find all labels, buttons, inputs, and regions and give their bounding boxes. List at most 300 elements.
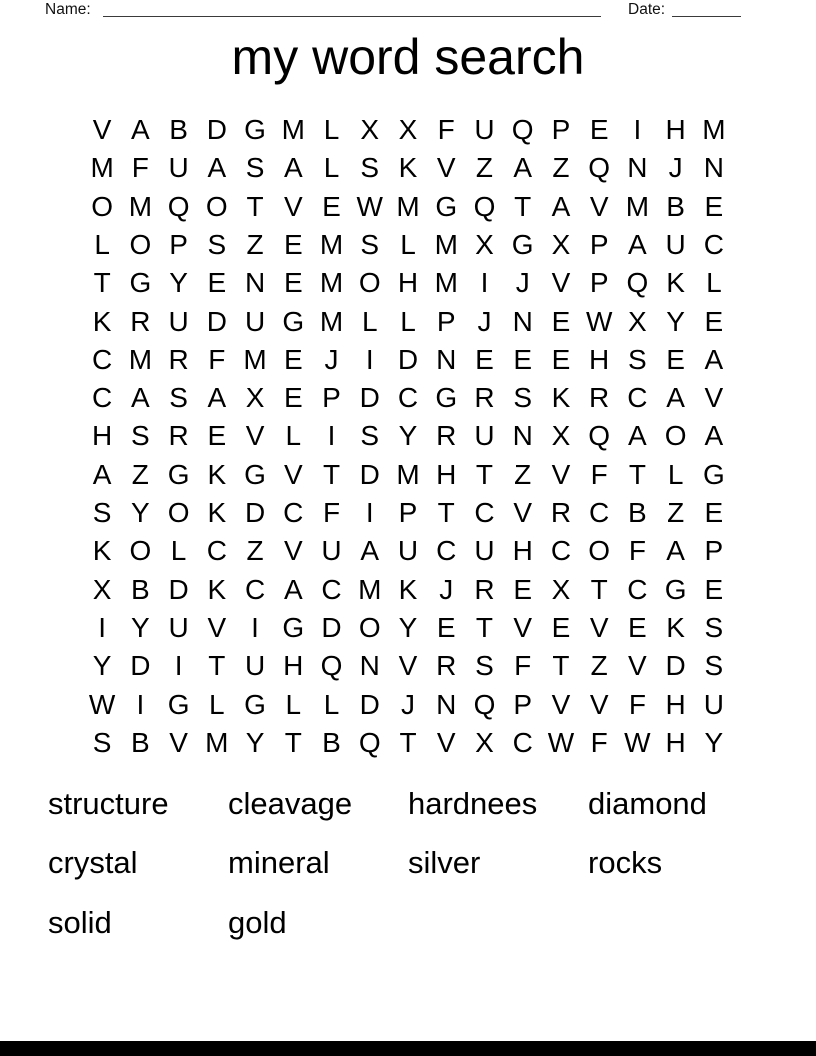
word-item-crystal: crystal — [48, 845, 138, 881]
grid-letter-r8-c6: E — [283, 382, 303, 414]
grid-letter-r11-c3: O — [167, 497, 190, 529]
grid-letter-r16-c11: Q — [473, 688, 496, 720]
grid-letter-r1-c5: G — [244, 114, 266, 146]
grid-letter-r16-c14: V — [589, 688, 609, 720]
grid-letter-r11-c14: C — [589, 497, 610, 529]
grid-letter-r3-c12: T — [514, 190, 532, 222]
grid-letter-r14-c3: U — [168, 611, 189, 643]
grid-letter-r11-c7: F — [322, 497, 341, 529]
grid-letter-r13-c8: M — [358, 573, 382, 605]
grid-letter-r6-c15: X — [628, 305, 647, 337]
grid-letter-r14-c6: G — [282, 611, 305, 643]
grid-letter-r11-c17: E — [704, 497, 724, 529]
grid-letter-r3-c1: O — [91, 190, 113, 222]
grid-letter-r1-c17: M — [702, 114, 726, 146]
grid-letter-r8-c12: S — [513, 382, 533, 414]
grid-letter-r8-c4: A — [207, 382, 227, 414]
grid-letter-r8-c1: C — [92, 382, 113, 414]
grid-letter-r5-c1: T — [93, 267, 111, 299]
grid-letter-r7-c5: M — [243, 343, 267, 375]
grid-letter-r7-c16: E — [666, 343, 685, 375]
grid-letter-r4-c4: S — [207, 229, 227, 261]
grid-letter-r9-c5: V — [245, 420, 265, 452]
grid-letter-r9-c13: X — [551, 420, 571, 452]
grid-letter-r11-c1: S — [92, 497, 112, 529]
word-item-mineral: mineral — [228, 845, 330, 881]
grid-letter-r16-c9: J — [400, 688, 415, 720]
grid-letter-r3-c6: V — [283, 190, 303, 222]
grid-letter-r14-c10: E — [436, 611, 456, 643]
word-item-hardnees: hardnees — [408, 785, 538, 821]
grid-letter-r1-c10: F — [437, 114, 455, 146]
grid-letter-r9-c15: A — [628, 420, 647, 452]
grid-letter-r4-c11: X — [475, 229, 494, 261]
grid-letter-r12-c17: P — [704, 535, 724, 567]
grid-letter-r17-c2: B — [131, 726, 150, 758]
grid-letter-r5-c3: Y — [169, 267, 188, 299]
grid-letter-r4-c12: G — [511, 229, 534, 261]
grid-letter-r6-c6: G — [282, 305, 305, 337]
grid-letter-r8-c16: A — [666, 382, 685, 414]
grid-letter-r6-c17: E — [704, 305, 724, 337]
grid-letter-r3-c10: G — [435, 190, 458, 222]
grid-letter-r14-c1: I — [98, 611, 106, 643]
grid-letter-r10-c3: G — [167, 458, 190, 490]
grid-letter-r8-c3: S — [169, 382, 188, 414]
grid-letter-r13-c2: B — [131, 573, 150, 605]
word-item-diamond: diamond — [588, 785, 707, 821]
grid-letter-r16-c4: L — [209, 688, 225, 720]
grid-letter-r15-c7: Q — [320, 650, 343, 682]
grid-letter-r15-c9: V — [398, 650, 418, 682]
grid-letter-r16-c6: L — [285, 688, 302, 720]
grid-letter-r1-c8: X — [360, 114, 380, 146]
grid-letter-r3-c15: M — [625, 190, 650, 222]
grid-letter-r4-c16: U — [665, 229, 686, 261]
grid-letter-r8-c5: X — [245, 382, 265, 414]
grid-letter-r12-c7: U — [321, 535, 342, 567]
grid-letter-r3-c14: V — [589, 190, 609, 222]
grid-letter-r9-c16: O — [664, 420, 687, 452]
grid-letter-r17-c5: Y — [245, 726, 265, 758]
grid-letter-r3-c11: Q — [473, 190, 496, 222]
grid-letter-r5-c5: N — [244, 267, 266, 299]
grid-letter-r12-c12: H — [512, 535, 533, 567]
grid-letter-r10-c12: Z — [514, 458, 532, 490]
grid-letter-r17-c11: X — [475, 726, 494, 758]
grid-letter-r10-c14: F — [590, 458, 608, 490]
grid-letter-r12-c15: F — [628, 535, 646, 567]
grid-letter-r12-c10: C — [436, 535, 457, 567]
grid-letter-r17-c14: F — [590, 726, 608, 758]
grid-letter-r17-c3: V — [169, 726, 188, 758]
grid-letter-r1-c3: B — [169, 114, 188, 146]
word-item-solid: solid — [48, 904, 112, 940]
grid-letter-r9-c17: A — [704, 420, 724, 452]
grid-letter-r17-c8: Q — [358, 726, 381, 758]
grid-letter-r1-c9: X — [398, 114, 418, 146]
grid-letter-r13-c11: R — [474, 573, 495, 605]
grid-letter-r9-c3: R — [168, 420, 189, 452]
grid-letter-r10-c2: Z — [131, 458, 149, 490]
grid-letter-r6-c2: R — [130, 305, 151, 337]
grid-letter-r6-c4: D — [206, 305, 227, 337]
grid-letter-r12-c1: K — [92, 535, 112, 567]
grid-letter-r4-c13: X — [551, 229, 571, 261]
grid-letter-r5-c2: G — [129, 267, 152, 299]
word-item-rocks: rocks — [588, 845, 663, 881]
grid-letter-r5-c11: I — [480, 267, 489, 299]
grid-letter-r13-c14: T — [590, 573, 608, 605]
grid-letter-r10-c6: V — [283, 458, 303, 490]
grid-letter-r12-c9: U — [397, 535, 419, 567]
grid-letter-r17-c4: M — [205, 726, 229, 758]
grid-letter-r4-c1: L — [94, 229, 110, 261]
grid-letter-r1-c15: I — [633, 114, 642, 146]
grid-letter-r4-c8: S — [360, 229, 380, 261]
grid-letter-r3-c13: A — [551, 190, 571, 222]
grid-letter-r5-c6: E — [283, 267, 303, 299]
grid-letter-r10-c13: V — [551, 458, 571, 490]
grid-letter-r14-c15: E — [628, 611, 647, 643]
grid-letter-r9-c6: L — [285, 420, 302, 452]
grid-letter-r9-c2: S — [131, 420, 150, 452]
grid-letter-r8-c11: R — [474, 382, 495, 414]
grid-letter-r13-c3: D — [168, 573, 189, 605]
grid-letter-r3-c16: B — [666, 190, 685, 222]
grid-letter-r15-c8: N — [359, 650, 380, 682]
grid-letter-r1-c13: P — [551, 114, 571, 146]
grid-letter-r16-c7: L — [323, 688, 340, 720]
grid-letter-r7-c6: E — [283, 343, 303, 375]
grid-letter-r16-c3: G — [167, 688, 190, 720]
date-blank-line — [672, 0, 741, 17]
grid-letter-r6-c7: M — [319, 305, 344, 337]
grid-letter-r10-c5: G — [244, 458, 266, 490]
word-item-gold: gold — [228, 904, 287, 940]
date-label: Date: — [628, 1, 666, 18]
grid-letter-r15-c12: F — [514, 650, 532, 682]
grid-letter-r14-c11: T — [475, 611, 494, 643]
grid-letter-r15-c4: T — [208, 650, 226, 682]
grid-letter-r15-c17: S — [704, 650, 724, 682]
grid-letter-r10-c4: K — [207, 458, 227, 490]
grid-letter-r8-c8: D — [359, 382, 380, 414]
grid-letter-r17-c12: C — [512, 726, 533, 758]
grid-letter-r5-c17: L — [706, 267, 722, 299]
grid-letter-r16-c16: H — [665, 688, 686, 720]
grid-letter-r5-c4: E — [207, 267, 227, 299]
grid-letter-r14-c2: Y — [131, 611, 150, 643]
grid-letter-r9-c9: Y — [398, 420, 418, 452]
grid-letter-r8-c7: P — [322, 382, 341, 414]
grid-letter-r3-c7: E — [322, 190, 341, 222]
grid-letter-r13-c7: C — [321, 573, 342, 605]
grid-letter-r8-c9: C — [397, 382, 419, 414]
grid-letter-r6-c11: J — [477, 305, 492, 337]
letter-grid — [83, 111, 733, 762]
grid-letter-r13-c5: C — [244, 573, 266, 605]
grid-letter-r3-c5: T — [246, 190, 264, 222]
grid-letter-r7-c17: A — [704, 343, 724, 375]
grid-letter-r13-c6: A — [283, 573, 303, 605]
grid-letter-r5-c14: P — [589, 267, 609, 299]
grid-letter-r15-c1: Y — [92, 650, 112, 682]
grid-letter-r16-c15: F — [628, 688, 646, 720]
grid-letter-r8-c14: R — [589, 382, 610, 414]
grid-letter-r10-c11: T — [475, 458, 494, 490]
grid-letter-r7-c10: N — [436, 343, 457, 375]
grid-letter-r15-c6: H — [283, 650, 304, 682]
grid-letter-r5-c9: H — [397, 267, 419, 299]
grid-letter-r15-c16: D — [665, 650, 686, 682]
name-blank-line — [103, 0, 601, 17]
word-item-cleavage: cleavage — [228, 785, 353, 821]
grid-letter-r7-c13: E — [551, 343, 571, 375]
grid-letter-r5-c8: O — [358, 267, 381, 299]
grid-letter-r2-c10: V — [436, 152, 456, 184]
grid-letter-r6-c8: L — [361, 305, 378, 337]
grid-letter-r10-c8: D — [359, 458, 380, 490]
grid-letter-r14-c14: V — [589, 611, 609, 643]
grid-letter-r2-c17: N — [703, 152, 724, 184]
grid-letter-r16-c1: W — [88, 688, 116, 720]
grid-letter-r9-c8: S — [360, 420, 380, 452]
grid-letter-r6-c16: Y — [666, 305, 685, 337]
grid-letter-r11-c12: V — [513, 497, 533, 529]
grid-letter-r11-c2: Y — [131, 497, 150, 529]
grid-letter-r17-c6: T — [284, 726, 302, 758]
grid-letter-r13-c16: G — [664, 573, 687, 605]
grid-letter-r8-c15: C — [627, 382, 648, 414]
grid-letter-r7-c1: C — [92, 343, 113, 375]
grid-letter-r10-c15: T — [628, 458, 646, 490]
grid-letter-r4-c15: A — [628, 229, 647, 261]
grid-letter-r7-c15: S — [628, 343, 647, 375]
grid-letter-r15-c3: I — [174, 650, 183, 682]
grid-letter-r2-c1: M — [90, 152, 114, 184]
grid-letter-r9-c10: R — [436, 420, 457, 452]
grid-letter-r17-c15: W — [624, 726, 651, 758]
grid-letter-r5-c13: V — [551, 267, 571, 299]
grid-letter-r2-c5: S — [245, 152, 265, 184]
grid-letter-r1-c14: E — [589, 114, 609, 146]
grid-letter-r17-c10: V — [436, 726, 456, 758]
grid-letter-r1-c2: A — [131, 114, 150, 146]
grid-letter-r2-c4: A — [207, 152, 227, 184]
grid-letter-r7-c9: D — [397, 343, 419, 375]
grid-letter-r6-c1: K — [92, 305, 112, 337]
grid-letter-r13-c13: X — [551, 573, 571, 605]
grid-letter-r6-c9: L — [400, 305, 416, 337]
grid-letter-r9-c4: E — [207, 420, 227, 452]
grid-letter-r12-c16: A — [666, 535, 685, 567]
grid-letter-r13-c10: J — [439, 573, 454, 605]
grid-letter-r1-c11: U — [474, 114, 495, 146]
grid-letter-r17-c7: B — [322, 726, 341, 758]
grid-letter-r15-c2: D — [130, 650, 151, 682]
grid-letter-r2-c12: A — [513, 152, 533, 184]
grid-letter-r5-c10: M — [434, 267, 458, 299]
grid-letter-r12-c4: C — [206, 535, 227, 567]
grid-letter-r2-c13: Z — [552, 152, 570, 184]
grid-letter-r15-c15: V — [628, 650, 647, 682]
grid-letter-r11-c8: I — [365, 497, 374, 529]
grid-letter-r2-c9: K — [398, 152, 418, 184]
grid-letter-r1-c6: M — [281, 114, 305, 146]
grid-letter-r16-c8: D — [359, 688, 380, 720]
grid-letter-r15-c5: U — [244, 650, 266, 682]
grid-letter-r12-c11: U — [474, 535, 495, 567]
grid-letter-r13-c1: X — [92, 573, 112, 605]
grid-letter-r7-c14: H — [589, 343, 610, 375]
grid-letter-r14-c7: D — [321, 611, 342, 643]
grid-letter-r11-c13: R — [550, 497, 572, 529]
puzzle-title: my word search — [231, 29, 585, 85]
grid-letter-r1-c4: D — [206, 114, 227, 146]
grid-letter-r13-c15: C — [627, 573, 648, 605]
grid-letter-r7-c8: I — [365, 343, 374, 375]
grid-letter-r13-c12: E — [513, 573, 533, 605]
grid-letter-r5-c15: Q — [626, 267, 649, 299]
grid-letter-r16-c17: U — [703, 688, 724, 720]
grid-letter-r15-c10: R — [436, 650, 457, 682]
grid-letter-r9-c7: I — [327, 420, 336, 452]
grid-letter-r2-c3: U — [168, 152, 189, 184]
grid-letter-r17-c17: Y — [704, 726, 724, 758]
grid-letter-r10-c9: M — [396, 458, 420, 490]
grid-letter-r16-c13: V — [551, 688, 571, 720]
grid-letter-r4-c10: M — [434, 229, 458, 261]
grid-letter-r2-c6: A — [283, 152, 303, 184]
grid-letter-r14-c13: E — [551, 611, 571, 643]
grid-letter-r12-c14: O — [588, 535, 611, 567]
grid-letter-r7-c2: M — [128, 343, 153, 375]
grid-letter-r5-c12: J — [515, 267, 530, 299]
grid-letter-r17-c1: S — [92, 726, 112, 758]
grid-letter-r3-c9: M — [396, 190, 420, 222]
grid-letter-r5-c7: M — [319, 267, 344, 299]
grid-letter-r6-c14: W — [585, 305, 613, 337]
grid-letter-r4-c14: P — [589, 229, 609, 261]
bottom-bar — [0, 1041, 816, 1056]
grid-letter-r12-c8: A — [360, 535, 380, 567]
grid-letter-r14-c4: V — [207, 611, 227, 643]
grid-letter-r11-c6: C — [283, 497, 304, 529]
grid-letter-r7-c4: F — [208, 343, 226, 375]
grid-letter-r14-c5: I — [251, 611, 259, 643]
grid-letter-r7-c3: R — [168, 343, 189, 375]
grid-letter-r12-c3: L — [170, 535, 187, 567]
grid-letter-r7-c12: E — [513, 343, 533, 375]
grid-letter-r3-c4: O — [205, 190, 228, 222]
word-item-silver: silver — [408, 845, 481, 881]
grid-letter-r10-c1: A — [92, 458, 112, 490]
grid-letter-r1-c16: H — [665, 114, 686, 146]
grid-letter-r13-c9: K — [398, 573, 418, 605]
grid-letter-r16-c2: I — [136, 688, 145, 720]
word-list — [48, 774, 778, 953]
grid-letter-r11-c4: K — [207, 497, 227, 529]
grid-letter-r9-c14: Q — [588, 420, 611, 452]
grid-letter-r11-c11: C — [474, 497, 495, 529]
grid-letter-r4-c3: P — [169, 229, 188, 261]
grid-letter-r10-c10: H — [436, 458, 457, 490]
grid-letter-r2-c8: S — [360, 152, 380, 184]
grid-letter-r6-c12: N — [512, 305, 533, 337]
grid-letter-r17-c9: T — [399, 726, 417, 758]
grid-letter-r5-c16: K — [666, 267, 685, 299]
grid-letter-r17-c13: W — [547, 726, 575, 758]
grid-letter-r4-c5: Z — [246, 229, 264, 261]
grid-letter-r13-c4: K — [207, 573, 227, 605]
grid-letter-r12-c6: V — [283, 535, 303, 567]
grid-letter-r16-c10: N — [436, 688, 457, 720]
grid-letter-r6-c10: P — [436, 305, 456, 337]
grid-letter-r3-c3: Q — [167, 190, 190, 222]
grid-letter-r14-c9: Y — [398, 611, 418, 643]
grid-letter-r1-c1: V — [92, 114, 112, 146]
grid-letter-r4-c7: M — [319, 229, 344, 261]
grid-letter-r3-c17: E — [704, 190, 724, 222]
grid-letter-r14-c8: O — [358, 611, 381, 643]
grid-letter-r14-c17: S — [704, 611, 724, 643]
grid-letter-r6-c13: E — [551, 305, 571, 337]
grid-letter-r12-c13: C — [550, 535, 572, 567]
grid-letter-r2-c15: N — [627, 152, 648, 184]
grid-letter-r9-c11: U — [474, 420, 495, 452]
grid-letter-r12-c2: O — [129, 535, 152, 567]
grid-letter-r3-c2: M — [128, 190, 153, 222]
grid-letter-r11-c9: P — [398, 497, 418, 529]
grid-letter-r8-c10: G — [435, 382, 458, 414]
grid-letter-r8-c17: V — [704, 382, 724, 414]
grid-letter-r8-c13: K — [551, 382, 571, 414]
grid-letter-r10-c16: L — [667, 458, 684, 490]
grid-letter-r8-c2: A — [131, 382, 150, 414]
grid-letter-r4-c9: L — [400, 229, 416, 261]
grid-letter-r9-c12: N — [512, 420, 533, 452]
grid-letter-r11-c5: D — [244, 497, 266, 529]
grid-letter-r6-c5: U — [244, 305, 266, 337]
grid-letter-r2-c11: Z — [475, 152, 494, 184]
grid-letter-r14-c16: K — [666, 611, 685, 643]
grid-letter-r7-c11: E — [475, 343, 494, 375]
grid-letter-r14-c12: V — [513, 611, 533, 643]
grid-letter-r9-c1: H — [92, 420, 113, 452]
grid-letter-r10-c7: T — [322, 458, 341, 490]
grid-letter-r1-c12: Q — [511, 114, 534, 146]
grid-letter-r15-c14: Z — [590, 650, 608, 682]
grid-letter-r7-c7: J — [324, 343, 339, 375]
grid-letter-r4-c6: E — [283, 229, 303, 261]
grid-letter-r16-c12: P — [513, 688, 533, 720]
word-item-structure: structure — [48, 785, 169, 821]
grid-letter-r4-c2: O — [129, 229, 152, 261]
grid-letter-r11-c10: T — [437, 497, 455, 529]
grid-letter-r12-c5: Z — [246, 535, 264, 567]
grid-letter-r1-c7: L — [323, 114, 340, 146]
grid-letter-r10-c17: G — [702, 458, 725, 490]
grid-letter-r2-c2: F — [131, 152, 149, 184]
grid-letter-r16-c5: G — [244, 688, 266, 720]
grid-letter-r4-c17: C — [703, 229, 724, 261]
grid-letter-r11-c15: B — [628, 497, 647, 529]
grid-letter-r2-c16: J — [668, 152, 683, 184]
grid-letter-r3-c8: W — [356, 190, 383, 222]
grid-letter-r6-c3: U — [168, 305, 189, 337]
grid-letter-r2-c7: L — [323, 152, 340, 184]
